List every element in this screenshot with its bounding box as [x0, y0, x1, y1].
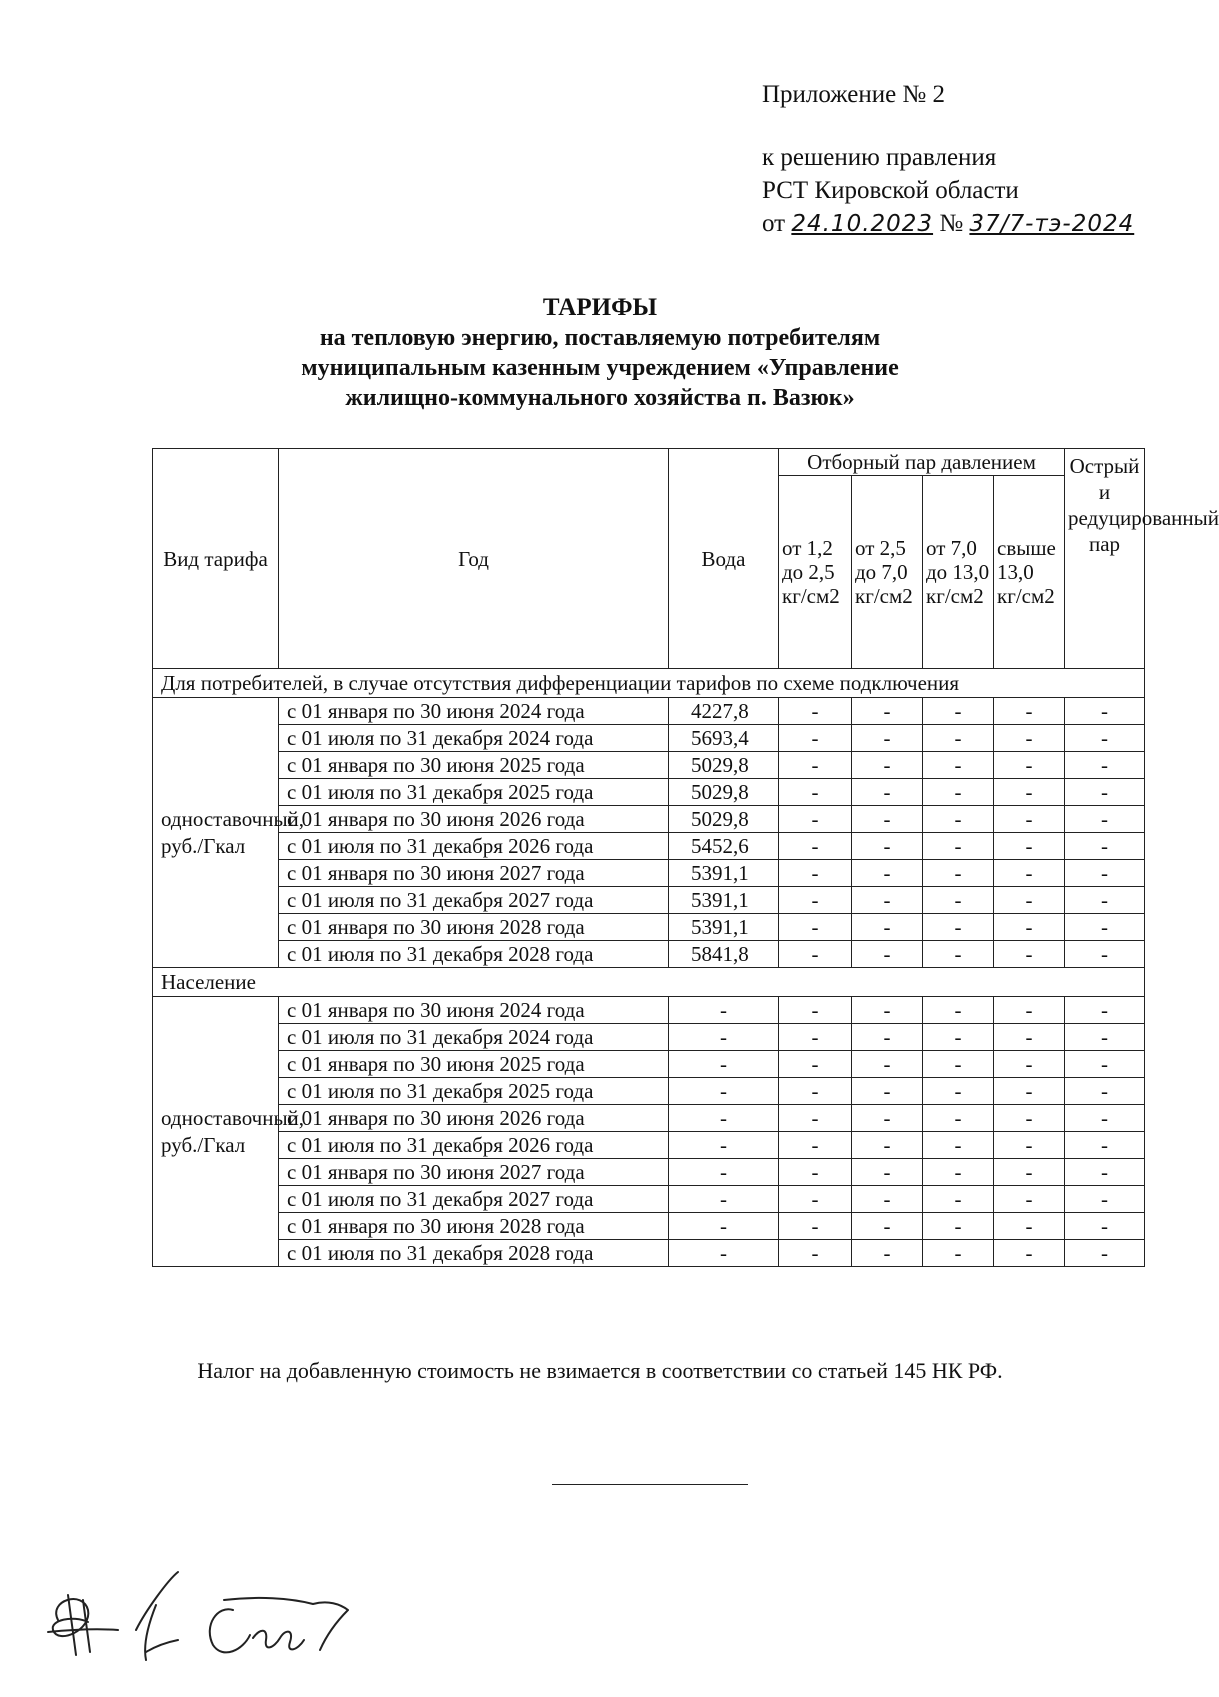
appendix-line-1: к решению правления: [762, 144, 997, 171]
table-row: [153, 1051, 1145, 1078]
steam-2-cell: -: [852, 806, 923, 833]
sharp-steam-cell: -: [1065, 1159, 1145, 1186]
steam-3-cell: -: [923, 1051, 994, 1078]
steam-4-cell: -: [994, 1024, 1065, 1051]
steam-4-cell: -: [994, 1159, 1065, 1186]
table-row: [153, 779, 1145, 806]
steam-4-cell: -: [994, 698, 1065, 725]
steam-3-cell: -: [923, 806, 994, 833]
steam-2-cell: -: [852, 1213, 923, 1240]
steam-4-cell: -: [994, 1051, 1065, 1078]
steam-1-cell: -: [779, 860, 852, 887]
steam-3-cell: -: [923, 887, 994, 914]
steam-3-cell: -: [923, 941, 994, 968]
appendix-block: [762, 78, 1134, 241]
tariff-type-cell: одноставочный, руб./Гкал: [153, 698, 279, 968]
steam-2-cell: -: [852, 1159, 923, 1186]
header-steam-4: свыше 13,0 кг/см2: [994, 476, 1065, 669]
header-steam-3: от 7,0 до 13,0 кг/см2: [923, 476, 994, 669]
sharp-steam-cell: -: [1065, 1051, 1145, 1078]
steam-2-cell: -: [852, 1078, 923, 1105]
period-cell: с 01 января по 30 июня 2024 года: [279, 997, 669, 1024]
table-row: [153, 997, 1145, 1024]
tariff-type-cell: одноставочный, руб./Гкал: [153, 997, 279, 1267]
sharp-steam-cell: -: [1065, 887, 1145, 914]
steam-1-cell: -: [779, 914, 852, 941]
period-cell: с 01 января по 30 июня 2024 года: [279, 698, 669, 725]
steam-2-cell: -: [852, 779, 923, 806]
steam-4-cell: -: [994, 725, 1065, 752]
steam-2-cell: -: [852, 1186, 923, 1213]
date-prefix: от: [762, 210, 786, 237]
table-row: [153, 1105, 1145, 1132]
period-cell: с 01 января по 30 июня 2027 года: [279, 1159, 669, 1186]
steam-4-cell: -: [994, 1240, 1065, 1267]
period-cell: с 01 января по 30 июня 2025 года: [279, 752, 669, 779]
steam-2-cell: -: [852, 941, 923, 968]
steam-2-cell: -: [852, 698, 923, 725]
period-cell: с 01 января по 30 июня 2027 года: [279, 860, 669, 887]
steam-1-cell: -: [779, 1078, 852, 1105]
steam-4-cell: -: [994, 752, 1065, 779]
water-cell: 5841,8: [669, 941, 779, 968]
table-row: [153, 698, 1145, 725]
steam-2-cell: -: [852, 1024, 923, 1051]
period-cell: с 01 июля по 31 декабря 2026 года: [279, 833, 669, 860]
steam-1-cell: -: [779, 698, 852, 725]
steam-1-cell: -: [779, 806, 852, 833]
steam-3-cell: -: [923, 725, 994, 752]
steam-1-cell: -: [779, 1213, 852, 1240]
steam-2-cell: -: [852, 1105, 923, 1132]
table-row: [153, 887, 1145, 914]
period-cell: с 01 января по 30 июня 2028 года: [279, 914, 669, 941]
steam-4-cell: -: [994, 914, 1065, 941]
section-row: [153, 968, 1145, 997]
sharp-steam-cell: -: [1065, 806, 1145, 833]
table-row: [153, 833, 1145, 860]
steam-4-cell: -: [994, 1132, 1065, 1159]
header-steam-1: от 1,2 до 2,5 кг/см2: [779, 476, 852, 669]
signature-image: [28, 1560, 388, 1670]
steam-2-cell: -: [852, 1240, 923, 1267]
number-prefix: №: [939, 210, 964, 237]
title-line-1: на тепловую энергию, поставляемую потребителям: [319, 325, 881, 351]
header-water: Вода: [669, 449, 779, 669]
sharp-steam-cell: -: [1065, 1078, 1145, 1105]
steam-4-cell: -: [994, 1078, 1065, 1105]
sharp-steam-cell: -: [1065, 833, 1145, 860]
appendix-date-line: [762, 207, 1134, 241]
water-cell: 5029,8: [669, 779, 779, 806]
steam-4-cell: -: [994, 1213, 1065, 1240]
steam-4-cell: -: [994, 887, 1065, 914]
period-cell: с 01 июля по 31 декабря 2025 года: [279, 779, 669, 806]
steam-3-cell: -: [923, 1105, 994, 1132]
sharp-steam-cell: -: [1065, 1186, 1145, 1213]
steam-2-cell: -: [852, 914, 923, 941]
table-row: [153, 1078, 1145, 1105]
period-cell: с 01 июля по 31 декабря 2028 года: [279, 1240, 669, 1267]
appendix-number: Приложение № 2: [762, 81, 946, 108]
period-cell: с 01 июля по 31 декабря 2025 года: [279, 1078, 669, 1105]
sharp-steam-cell: -: [1065, 1132, 1145, 1159]
sharp-steam-cell: -: [1065, 698, 1145, 725]
water-cell: 5391,1: [669, 914, 779, 941]
sharp-steam-cell: -: [1065, 997, 1145, 1024]
water-cell: -: [669, 1240, 779, 1267]
period-cell: с 01 июля по 31 декабря 2024 года: [279, 1024, 669, 1051]
steam-3-cell: -: [923, 1159, 994, 1186]
steam-4-cell: -: [994, 860, 1065, 887]
water-cell: -: [669, 1078, 779, 1105]
water-cell: -: [669, 1132, 779, 1159]
vat-note: Налог на добавленную стоимость не взимается в соответствии со статьей 145 НК РФ.: [197, 1358, 1003, 1383]
sharp-steam-cell: -: [1065, 1024, 1145, 1051]
steam-4-cell: -: [994, 941, 1065, 968]
sharp-steam-cell: -: [1065, 941, 1145, 968]
steam-3-cell: -: [923, 1240, 994, 1267]
water-cell: -: [669, 997, 779, 1024]
period-cell: с 01 июля по 31 декабря 2027 года: [279, 1186, 669, 1213]
steam-2-cell: -: [852, 860, 923, 887]
steam-3-cell: -: [923, 752, 994, 779]
steam-1-cell: -: [779, 833, 852, 860]
steam-1-cell: -: [779, 941, 852, 968]
water-cell: -: [669, 1159, 779, 1186]
header-steam-group: Отборный пар давлением: [779, 449, 1065, 476]
water-cell: -: [669, 1213, 779, 1240]
period-cell: с 01 июля по 31 декабря 2027 года: [279, 887, 669, 914]
period-cell: с 01 июля по 31 декабря 2024 года: [279, 725, 669, 752]
table-row: [153, 941, 1145, 968]
steam-3-cell: -: [923, 779, 994, 806]
steam-2-cell: -: [852, 752, 923, 779]
steam-3-cell: -: [923, 1132, 994, 1159]
sharp-steam-cell: -: [1065, 725, 1145, 752]
sharp-steam-cell: -: [1065, 1105, 1145, 1132]
steam-1-cell: -: [779, 1132, 852, 1159]
table-row: [153, 725, 1145, 752]
steam-3-cell: -: [923, 1186, 994, 1213]
period-cell: с 01 января по 30 июня 2025 года: [279, 1051, 669, 1078]
appendix-line-2: РСТ Кировской области: [762, 177, 1019, 204]
steam-2-cell: -: [852, 887, 923, 914]
period-cell: с 01 июля по 31 декабря 2026 года: [279, 1132, 669, 1159]
water-cell: -: [669, 1105, 779, 1132]
header-sharp-steam: Острый и редуцированный пар: [1065, 449, 1145, 669]
tariff-table: [152, 448, 1219, 1267]
steam-4-cell: -: [994, 997, 1065, 1024]
sharp-steam-cell: -: [1065, 752, 1145, 779]
water-cell: 5693,4: [669, 725, 779, 752]
steam-1-cell: -: [779, 887, 852, 914]
section-label: Для потребителей, в случае отсутствия дифференциации тарифов по схеме подключения: [153, 669, 1145, 698]
header-year: Год: [279, 449, 669, 669]
title-line-2: муниципальным казенным учреждением «Управление: [301, 355, 899, 381]
steam-2-cell: -: [852, 833, 923, 860]
steam-4-cell: -: [994, 833, 1065, 860]
steam-2-cell: -: [852, 725, 923, 752]
title-main: ТАРИФЫ: [542, 294, 658, 321]
water-cell: 5391,1: [669, 887, 779, 914]
steam-1-cell: -: [779, 1186, 852, 1213]
steam-4-cell: -: [994, 806, 1065, 833]
table-row: [153, 860, 1145, 887]
sharp-steam-cell: -: [1065, 914, 1145, 941]
steam-3-cell: -: [923, 997, 994, 1024]
water-cell: 5452,6: [669, 833, 779, 860]
steam-2-cell: -: [852, 1051, 923, 1078]
period-cell: с 01 января по 30 июня 2026 года: [279, 806, 669, 833]
steam-1-cell: -: [779, 1240, 852, 1267]
header-steam-2: от 2,5 до 7,0 кг/см2: [852, 476, 923, 669]
steam-3-cell: -: [923, 1078, 994, 1105]
table-row: [153, 1132, 1145, 1159]
table-row: [153, 1213, 1145, 1240]
sharp-steam-cell: -: [1065, 1240, 1145, 1267]
steam-3-cell: -: [923, 914, 994, 941]
section-row: [153, 669, 1145, 698]
steam-3-cell: -: [923, 833, 994, 860]
steam-3-cell: -: [923, 698, 994, 725]
closing-rule: [552, 1484, 748, 1485]
water-cell: -: [669, 1051, 779, 1078]
water-cell: 5029,8: [669, 752, 779, 779]
steam-1-cell: -: [779, 997, 852, 1024]
decision-date: 24.10.2023: [791, 211, 934, 237]
steam-4-cell: -: [994, 1105, 1065, 1132]
table-row: [153, 1240, 1145, 1267]
period-cell: с 01 июля по 31 декабря 2028 года: [279, 941, 669, 968]
steam-1-cell: -: [779, 1159, 852, 1186]
period-cell: с 01 января по 30 июня 2028 года: [279, 1213, 669, 1240]
steam-3-cell: -: [923, 860, 994, 887]
water-cell: -: [669, 1024, 779, 1051]
water-cell: 4227,8: [669, 698, 779, 725]
sharp-steam-cell: -: [1065, 1213, 1145, 1240]
table-row: [153, 806, 1145, 833]
table-row: [153, 1186, 1145, 1213]
steam-2-cell: -: [852, 997, 923, 1024]
table-row: [153, 914, 1145, 941]
sharp-steam-cell: -: [1065, 779, 1145, 806]
table-row: [153, 752, 1145, 779]
steam-4-cell: -: [994, 779, 1065, 806]
water-cell: 5391,1: [669, 860, 779, 887]
table-row: [153, 1024, 1145, 1051]
title-line-3: жилищно-коммунального хозяйства п. Вазюк»: [345, 385, 855, 411]
decision-number: 37/7-тэ-2024: [969, 211, 1135, 237]
header-vid: Вид тарифа: [153, 449, 279, 669]
document-title: [0, 293, 1200, 413]
steam-1-cell: -: [779, 1024, 852, 1051]
steam-2-cell: -: [852, 1132, 923, 1159]
steam-1-cell: -: [779, 1051, 852, 1078]
steam-3-cell: -: [923, 1213, 994, 1240]
steam-1-cell: -: [779, 779, 852, 806]
steam-1-cell: -: [779, 725, 852, 752]
table-row: [153, 1159, 1145, 1186]
water-cell: -: [669, 1186, 779, 1213]
section-label: Население: [153, 968, 1145, 997]
steam-3-cell: -: [923, 1024, 994, 1051]
steam-1-cell: -: [779, 752, 852, 779]
steam-1-cell: -: [779, 1105, 852, 1132]
steam-4-cell: -: [994, 1186, 1065, 1213]
period-cell: с 01 января по 30 июня 2026 года: [279, 1105, 669, 1132]
water-cell: 5029,8: [669, 806, 779, 833]
sharp-steam-cell: -: [1065, 860, 1145, 887]
